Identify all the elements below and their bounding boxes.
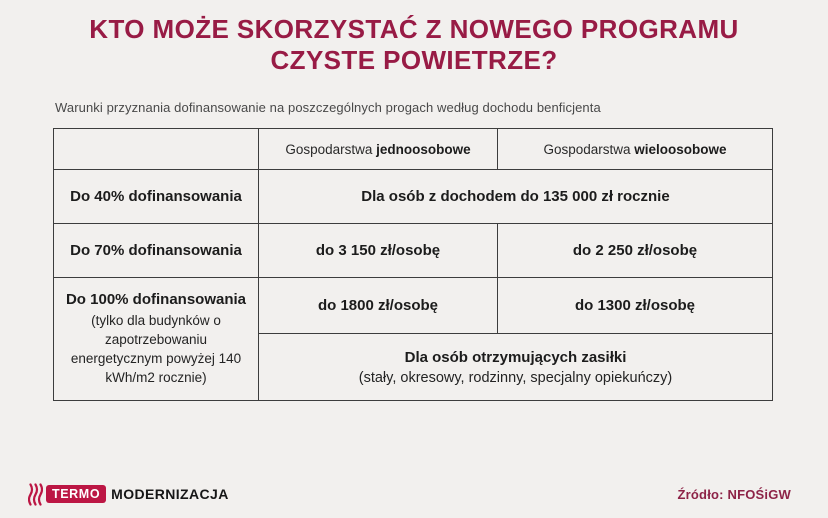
table-row-40 xyxy=(54,170,773,224)
row-100-multi-value: do 1300 zł/osobę xyxy=(498,278,773,334)
header-households-single xyxy=(259,129,498,170)
row-40-label: Do 40% dofinansowania xyxy=(54,170,259,224)
table-row-70 xyxy=(54,224,773,278)
row-70-label: Do 70% dofinansowania xyxy=(54,224,259,278)
header-households-multi-bold: wieloosobowe xyxy=(634,141,727,157)
logo-termo-badge: TERMO xyxy=(46,485,106,504)
row-100-label-cell xyxy=(54,278,259,401)
benefits-cell xyxy=(259,334,773,401)
source-text: Źródło: NFOŚiGW xyxy=(677,486,791,502)
row-70-multi-value: do 2 250 zł/osobę xyxy=(498,224,773,278)
header-households-single-prefix: Gospodarstwa xyxy=(285,141,373,157)
row-70-single-value: do 3 150 zł/osobę xyxy=(259,224,498,278)
benefits-title: Dla osób otrzymujących zasiłki xyxy=(404,348,627,366)
row-100-single-value: do 1800 zł/osobę xyxy=(259,278,498,334)
table-header-row xyxy=(54,129,773,170)
table-row-100 xyxy=(54,278,773,334)
corner-empty-cell xyxy=(54,129,259,170)
eligibility-table xyxy=(53,128,773,401)
header-households-single-bold: jednoosobowe xyxy=(376,141,471,157)
logo-modernizacja-text: MODERNIZACJA xyxy=(111,486,229,502)
benefits-note: (stały, okresowy, rodzinny, specjalny opiekuńczy) xyxy=(358,369,673,386)
heat-waves-icon xyxy=(28,483,43,506)
footer xyxy=(28,480,791,508)
page-title-line1: KTO MOŻE SKORZYSTAĆ Z NOWEGO PROGRAMU xyxy=(89,14,739,44)
page-title xyxy=(0,14,828,75)
header-households-multi xyxy=(498,129,773,170)
header-households-multi-prefix: Gospodarstwa xyxy=(543,141,631,157)
page-title-line2: CZYSTE POWIETRZE? xyxy=(270,44,558,75)
table-caption: Warunki przyznania dofinansowanie na poszczególnych progach według dochodu benficjenta xyxy=(55,100,601,115)
row-100-note: (tylko dla budynków o zapotrzebowaniu energetycznym powyżej 140 kWh/m2 rocznie) xyxy=(70,312,242,386)
row-100-label: Do 100% dofinansowania xyxy=(65,290,247,308)
row-40-value: Dla osób z dochodem do 135 000 zł rocznie xyxy=(259,170,773,224)
termomodernizacja-logo xyxy=(28,483,229,506)
